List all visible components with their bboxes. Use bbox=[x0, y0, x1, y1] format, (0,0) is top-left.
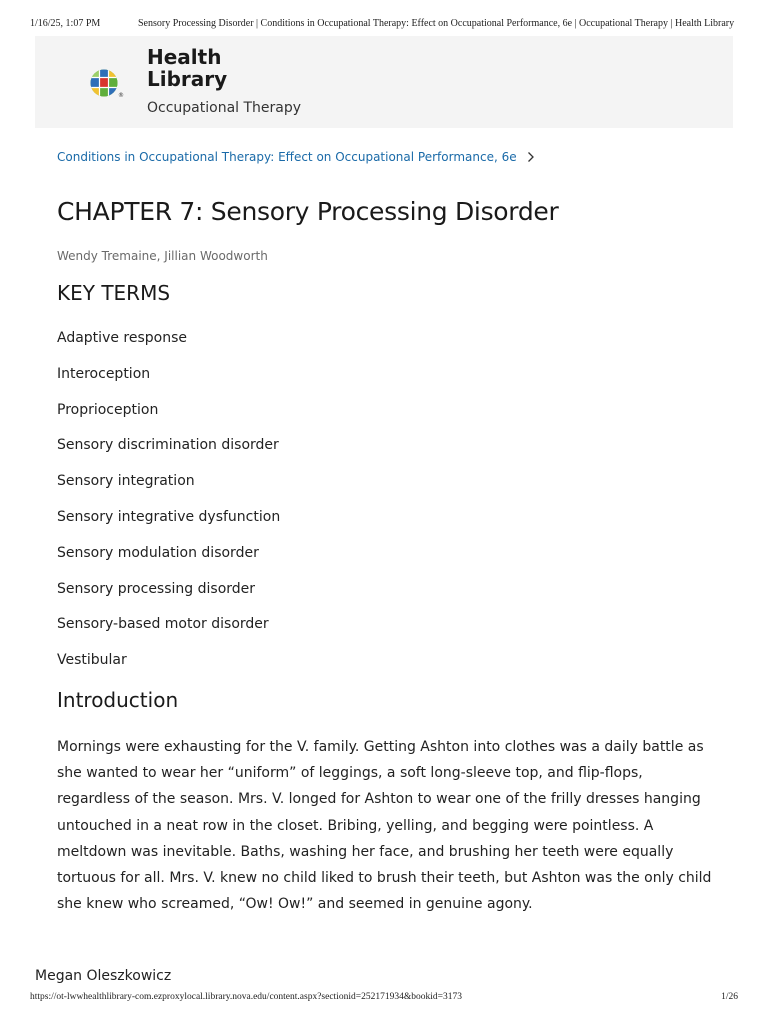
svg-text:®: ® bbox=[118, 92, 124, 99]
print-header bbox=[30, 18, 738, 32]
key-terms-heading: KEY TERMS bbox=[57, 281, 171, 305]
brand-line-1: Health bbox=[147, 45, 222, 69]
chapter-title: CHAPTER 7: Sensory Processing Disorder bbox=[57, 197, 559, 226]
key-term-item: Sensory modulation disorder bbox=[57, 544, 259, 561]
chevron-right-icon bbox=[527, 151, 537, 163]
key-term-item: Vestibular bbox=[57, 652, 127, 669]
breadcrumb-book-link[interactable]: Conditions in Occupational Therapy: Effect on Occupational Performance, 6e bbox=[57, 150, 517, 164]
chapter-authors: Wendy Tremaine, Jillian Woodworth bbox=[57, 249, 268, 263]
key-term-item: Adaptive response bbox=[57, 330, 187, 346]
print-footer bbox=[30, 992, 738, 1006]
key-term-item: Sensory discrimination disorder bbox=[57, 437, 279, 454]
key-term-item: Sensory processing disorder bbox=[57, 580, 256, 597]
site-subtitle: Occupational Therapy bbox=[147, 100, 302, 116]
key-term-item: Interoception bbox=[57, 365, 151, 382]
key-term-item: Sensory-based motor disorder bbox=[57, 616, 269, 633]
print-page-title: Sensory Processing Disorder | Conditions in Occupational Therapy: Effect on Occupational Performance, 6e | Occupational Therapy | Health Library bbox=[138, 18, 735, 29]
health-library-logo-icon[interactable] bbox=[90, 68, 124, 99]
print-date: 1/16/25, 1:07 PM bbox=[30, 18, 101, 29]
brand-name[interactable] bbox=[147, 46, 227, 90]
introduction-paragraph: Mornings were exhausting for the V. family. Getting Ashton into clothes was a daily battle as she wanted to wear her “uniform” of leggings, a soft long-sleeve top, and flip-flops, regardless of the season. Mrs. V. longed for Ashton to wear one of the frilly dresses hanging untouched in a neat row in the closet. Bribing, yelling, and begging were pointless. A meltdown was inevitable. Baths, washing her face, and brushing her teeth were equally tortuous for all. Mrs. V. knew no child liked to brush their teeth, but Ashton was the only child she knew who screamed, “Ow! Ow!” and seemed in genuine agony. bbox=[57, 739, 712, 913]
key-term-item: Sensory integrative dysfunction bbox=[57, 508, 281, 525]
introduction-heading: Introduction bbox=[57, 688, 179, 712]
print-page-number: 1/26 bbox=[721, 992, 738, 1002]
breadcrumb bbox=[57, 150, 537, 164]
key-term-item: Sensory integration bbox=[57, 473, 195, 490]
site-header bbox=[35, 36, 733, 128]
brand-line-2: Library bbox=[147, 67, 228, 91]
key-term-item: Proprioception bbox=[57, 401, 159, 418]
print-url: https://ot-lwwhealthlibrary-com.ezproxylocal.library.nova.edu/content.aspx?sectionid=252171934&bookid=3173 bbox=[30, 992, 462, 1002]
user-name: Megan Oleszkowicz bbox=[35, 968, 172, 984]
key-terms-list bbox=[57, 327, 280, 685]
